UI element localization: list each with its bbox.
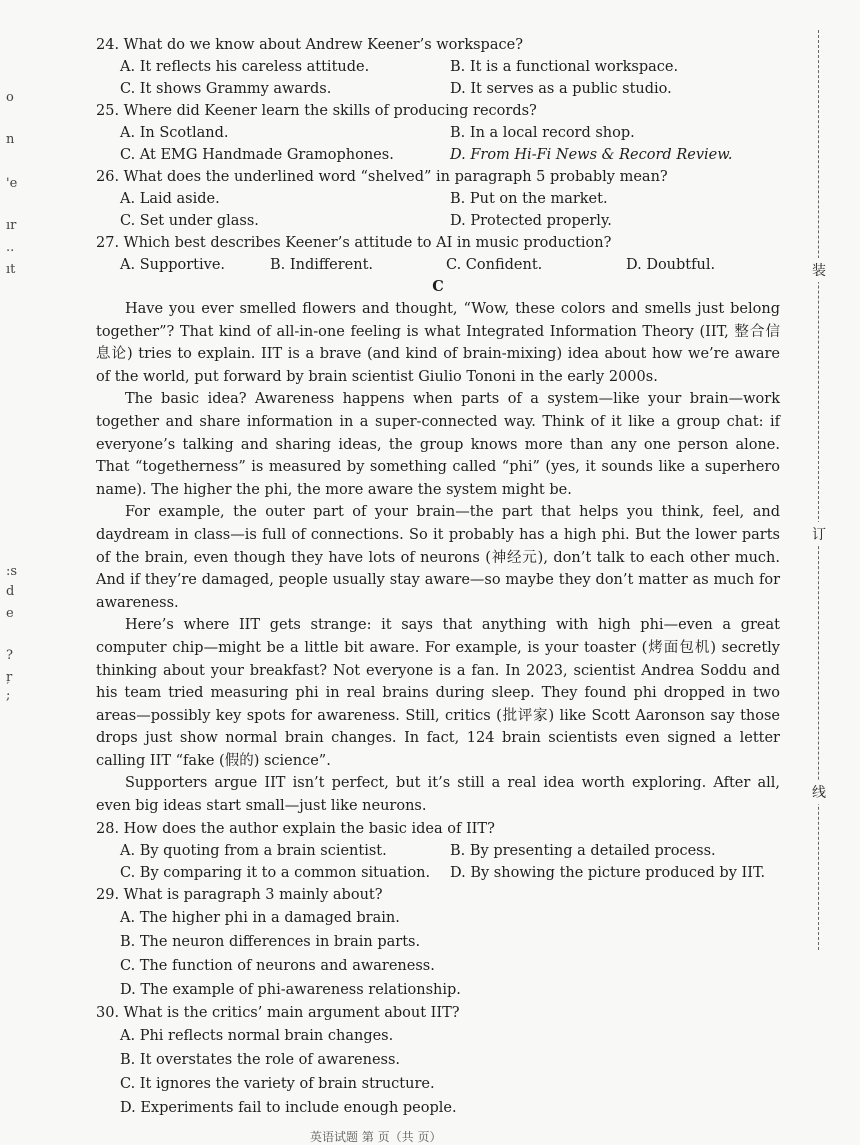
question-24 (96, 34, 780, 100)
question-stem: 26. What does the underlined word “shelved” in paragraph 5 probably mean? (96, 169, 668, 185)
option-a[interactable]: A. In Scotland. (120, 125, 229, 141)
answer-options (120, 56, 780, 100)
question-27 (96, 232, 780, 276)
option-c[interactable]: C. It ignores the variety of brain structure. (120, 1075, 435, 1092)
margin-fragment: ? (6, 648, 13, 663)
answer-options (120, 122, 780, 166)
answer-options (120, 254, 780, 276)
question-25 (96, 100, 780, 166)
exam-content (96, 34, 780, 1120)
option-d[interactable]: D. Doubtful. (626, 257, 716, 273)
option-b[interactable]: B. By presenting a detailed process. (450, 842, 716, 859)
margin-fragment: :s (6, 564, 18, 579)
section-label: C (432, 278, 444, 295)
option-a[interactable]: A. Laid aside. (120, 191, 220, 207)
question-28 (96, 818, 780, 884)
question-stem: 24. What do we know about Andrew Keener’s workspace? (96, 37, 523, 53)
margin-fragment: ır (6, 218, 17, 233)
margin-fragment: n (6, 132, 15, 147)
option-d[interactable]: D. Experiments fail to include enough people. (120, 1099, 457, 1116)
option-d[interactable]: D. Protected properly. (450, 213, 612, 229)
answer-options (120, 1024, 780, 1120)
page-footer: 英语试题 第 页（共 页） (310, 1130, 442, 1144)
passage-paragraph: Have you ever smelled flowers and thought, “Wow, these colors and smells just belong together”? That kind of all-in-one feeling is what Integrated Information Theory (IIT, 整合信息论) tries to explain. IIT is a brave (and kind of brain-mixing) idea about how we’re aware of the world, put forward by brain scientist Giulio Tononi in the early 2000s. (96, 301, 780, 385)
question-30 (96, 1002, 780, 1120)
option-a[interactable]: A. By quoting from a brain scientist. (120, 842, 387, 859)
binding-mark-xian: 线 (812, 780, 826, 804)
answer-options (120, 906, 780, 1002)
option-a[interactable]: A. The higher phi in a damaged brain. (120, 909, 400, 926)
question-stem: 29. What is paragraph 3 mainly about? (96, 886, 383, 903)
option-c[interactable]: C. At EMG Handmade Gramophones. (120, 147, 394, 163)
binding-mark-zhuang: 装 (812, 258, 826, 282)
option-a[interactable]: A. It reflects his careless attitude. (120, 59, 370, 75)
option-a[interactable]: A. Phi reflects normal brain changes. (120, 1027, 394, 1044)
option-b[interactable]: B. The neuron differences in brain parts. (120, 933, 421, 950)
option-c[interactable]: C. The function of neurons and awareness. (120, 957, 435, 974)
passage-paragraph: Here’s where IIT gets strange: it says that anything with high phi—even a great computer chip—might be a little bit aware. For example, is your toaster (烤面包机) secretly thinking about your breakfast? Not everyone is a fan. In 2023, scientist Andrea Soddu and his team tried measuring phi in real brains during sleep. They found phi dropped in two areas—possibly key spots for awareness. Still, critics (批评家) like Scott Aaronson say those drops just show normal brain changes. In fact, 124 brain scientists even signed a letter calling IIT “fake (假的) science”. (96, 617, 780, 769)
question-stem: 27. Which best describes Keener’s attitude to AI in music production? (96, 235, 612, 251)
option-d[interactable]: D. It serves as a public studio. (450, 81, 672, 97)
margin-fragment: ŗ (6, 670, 13, 685)
margin-fragment: e (6, 606, 14, 621)
question-stem: 28. How does the author explain the basic idea of IIT? (96, 820, 495, 837)
option-d[interactable]: D. By showing the picture produced by IIT. (450, 864, 766, 881)
option-b[interactable]: B. Indifferent. (270, 257, 374, 273)
margin-fragment: ; (6, 688, 11, 703)
option-b[interactable]: B. It is a functional workspace. (450, 59, 679, 75)
question-29 (96, 884, 780, 1002)
option-d[interactable]: D. The example of phi-awareness relationship. (120, 981, 461, 998)
question-stem: 30. What is the critics’ main argument about IIT? (96, 1004, 460, 1021)
margin-fragment: d (6, 584, 15, 599)
option-b[interactable]: B. It overstates the role of awareness. (120, 1051, 401, 1068)
margin-fragment: 'e (6, 176, 18, 191)
margin-fragment: o (6, 90, 14, 105)
passage-c (96, 298, 780, 818)
binding-line (818, 30, 831, 950)
passage-paragraph: Supporters argue IIT isn’t perfect, but it’s still a real idea worth exploring. After all, even big ideas start small—just like neurons. (96, 775, 780, 815)
margin-fragment: ıt (6, 262, 16, 277)
left-margin-fragments (0, 0, 20, 1137)
margin-fragment: .. (6, 240, 15, 255)
answer-options (120, 188, 780, 232)
binding-mark-ding: 订 (812, 522, 826, 546)
option-b[interactable]: B. Put on the market. (450, 191, 608, 207)
option-c[interactable]: C. Set under glass. (120, 213, 259, 229)
question-26 (96, 166, 780, 232)
option-a[interactable]: A. Supportive. (120, 257, 226, 273)
passage-paragraph: The basic idea? Awareness happens when parts of a system—like your brain—work together and share information in a super-connected way. Think of it like a group chat: if everyone’s talking and sharing ideas, the group knows more than any one person alone. That “togetherness” is measured by something called “phi” (yes, it sounds like a superhero name). The higher the phi, the more aware the system might be. (96, 391, 780, 498)
passage-paragraph: For example, the outer part of your brain—the part that helps you think, feel, and daydream in class—is full of connections. So it probably has a high phi. But the lower parts of the brain, even though they have lots of neurons (神经元), don’t talk to each other much. And if they’re damaged, people usually stay aware—so maybe they don’t matter as much for awareness. (96, 504, 780, 611)
answer-options (120, 840, 780, 884)
option-b[interactable]: B. In a local record shop. (450, 125, 635, 141)
option-d[interactable]: D. From Hi-Fi News & Record Review. (450, 147, 733, 163)
question-stem: 25. Where did Keener learn the skills of producing records? (96, 103, 537, 119)
option-c[interactable]: C. Confident. (446, 257, 543, 273)
option-c[interactable]: C. It shows Grammy awards. (120, 81, 332, 97)
option-c[interactable]: C. By comparing it to a common situation. (120, 864, 431, 881)
